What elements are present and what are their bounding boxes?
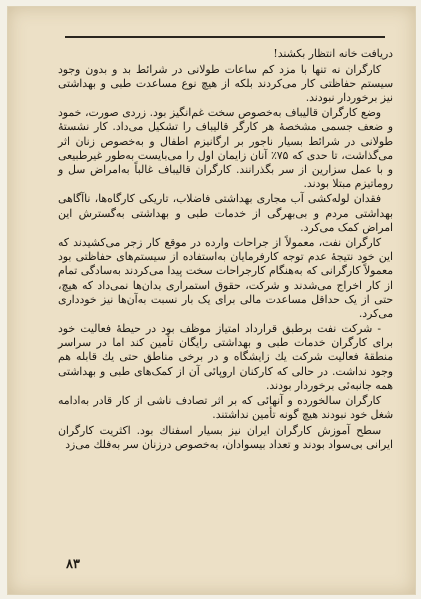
paragraph-education: سطح آموزش کارگران ایران نیز بسیار اسفناك بود. اکثریت کارگران ایرانی بی‌سواد بودند و تعداد بیسوادان، به‌خصوص درزنان سر به‌فلك می‌زد [58,423,393,452]
top-rule-divider [65,36,385,38]
book-page [7,6,416,595]
page-number: ۸۳ [66,557,80,572]
paragraph-oil-company-obligations: - شرکت نفت برطبق قرارداد امتیاز موظف بود در حیطهٔ فعالیت خود برای کارگران خدمات طبی و بهداشتی رایگان تأمین کند اما در سراسر منطقهٔ فعالیت شرکت یك زایشگاه و در برخی مناطق حتی یك قابله هم وجود نداشت. در حالی که کارکنان اروپائی آن از کمک‌های طبی و بهداشتی همه جانبه‌ئی برخوردار بودند. [58,322,393,392]
paragraph-carpet-weavers: وضع کارگران قالیباف به‌خصوص سخت غم‌انگیز بود. زردی صورت، خمود و ضعف جسمی مشخصهٔ هر کارگر قالیباف را تشکیل می‌داد. کار نشستهٔ طولانی در شرائط بسیار ناجور بر ارگانیزم اطفال و به‌خصوص زنان اثر می‌گذاشت، تا حدی که ۷۵٪ آنان زایمان اول را می‌بایست به‌طور غیرطبیعی و با عمل سزارین از سر بگذرانند. کارگران قالیباف غالباً به‌امراض سل و روماتیزم مبتلا بودند. [58,106,394,190]
paragraph-oil-workers: کارگران نفت، معمولاً از جراحات وارده در موقع کار زجر می‌کشیدند که این خود نتیجهٔ عدم توجه کارفرمایان به‌استفاده از سیستم‌های حفاظتی بود معمولاً کارگرانی که به‌هنگام کارجراحات سخت پیدا می‌کردند به‌سادگی تمام از کار اخراج می‌شدند و شرکت، حقوق استمراری بدان‌ها نمی‌داد که هیچ، حتی از یک حداقل مساعدت مالی برای یک بار نسبت به‌آن‌ها نیز خودداری می‌کرد. [58,236,393,320]
paragraph-sanitation: فقدان لوله‌کشی آب مجاری بهداشتی فاضلاب، تاریکی کارگاه‌ها، ناآگاهی بهداشتی مردم و بی‌بهرگی از خدمات طبی و بهداشتی به‌گسترش این امراض کمک می‌کرد. [58,192,393,234]
page-body-text [58,47,393,454]
paragraph-continuation: دریافت خانه انتظار بکشند! [273,47,393,60]
paragraph-elderly-workers: کارگران سالخورده و آنهائی که بر اثر تصادف ناشی از کار قادر به‌ادامه شغل خود نبودند هیچ گونه تأمین نداشتند. [58,394,393,422]
paragraph-working-conditions: کارگران نه تنها با مزد کم ساعات طولانی در شرائط بد و بدون وجود سیستم حفاظتی کار می‌کردند بلکه از هیچ نوع مساعدت طبی و بهداشتی نیز برخوردار نبودند. [58,62,393,104]
